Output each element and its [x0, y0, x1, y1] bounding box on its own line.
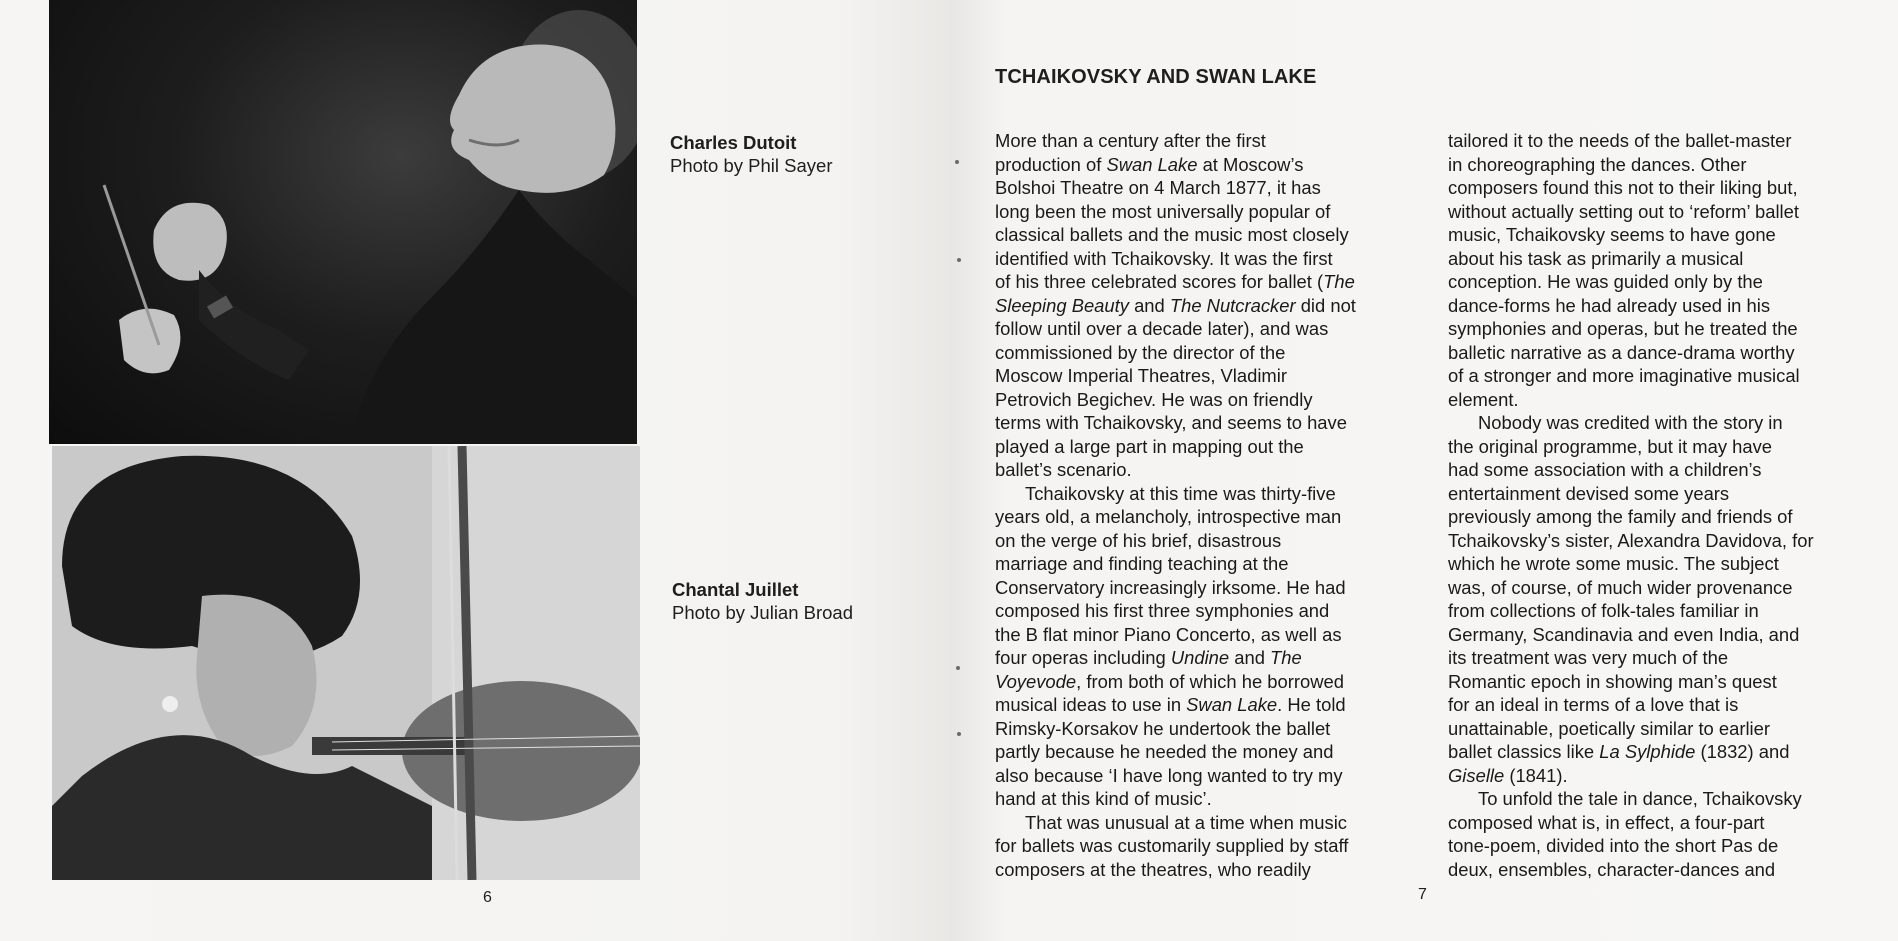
text-line: ballet classics like La Sylphide (1832) and	[1448, 741, 1790, 762]
caption-credit: Photo by Phil Sayer	[670, 155, 833, 176]
text-line: for an ideal in terms of a love that is	[1448, 694, 1739, 715]
text-line: classical ballets and the music most closely	[995, 224, 1349, 245]
paragraph	[1448, 411, 1868, 787]
paragraph	[1448, 787, 1868, 881]
text-line: composers at the theatres, who readily	[995, 858, 1311, 880]
text-line: follow until over a decade later), and was	[995, 318, 1329, 339]
print-speck	[957, 258, 961, 262]
text-line: Rimsky-Korsakov he undertook the ballet	[995, 717, 1331, 739]
text-line: composed what is, in effect, a four-part	[1448, 811, 1765, 833]
text-line: symphonies and operas, but he treated the	[1448, 318, 1798, 339]
text-column-2	[1448, 129, 1868, 881]
text-line: commissioned by the director of the	[995, 341, 1286, 363]
text-line: from collections of folk-tales familiar in	[1448, 600, 1759, 621]
text-line: which he wrote some music. The subject	[1448, 553, 1779, 574]
text-line: balletic narrative as a dance-drama worthy	[1448, 341, 1795, 363]
print-speck	[955, 160, 959, 164]
text-line: had some association with a children’s	[1448, 459, 1762, 480]
print-speck	[957, 732, 961, 736]
text-line: Conservatory increasingly irksome. He had	[995, 576, 1346, 598]
print-speck	[956, 666, 960, 670]
text-line: Petrovich Begichev. He was on friendly	[995, 388, 1313, 410]
text-line: Nobody was credited with the story in	[1478, 412, 1783, 433]
text-line: element.	[1448, 388, 1519, 410]
text-line: Tchaikovsky at this time was thirty-five	[1025, 482, 1336, 504]
text-line: Giselle (1841).	[1448, 764, 1568, 786]
text-line: the original programme, but it may have	[1448, 435, 1773, 457]
caption-credit: Photo by Julian Broad	[672, 602, 854, 623]
text-line: identified with Tchaikovsky. It was the first	[995, 247, 1333, 269]
paragraph	[995, 129, 1405, 482]
text-line: its treatment was very much of the	[1448, 647, 1729, 668]
text-line: dance-forms he had already used in his	[1448, 294, 1771, 316]
paragraph	[995, 482, 1405, 811]
text-line: deux, ensembles, character-dances and	[1448, 858, 1776, 880]
text-line: unattainable, poetically similar to earlier	[1448, 717, 1770, 739]
photo-conductor	[49, 0, 637, 444]
text-line: also because ‘I have long wanted to try my	[995, 764, 1343, 786]
text-line: More than a century after the first	[995, 130, 1266, 151]
text-line: Sleeping Beauty and The Nutcracker did not	[995, 294, 1356, 316]
text-line: for ballets was customarily supplied by staff	[995, 835, 1349, 856]
article-title: TCHAIKOVSKY AND SWAN LAKE	[995, 66, 1317, 88]
text-line: about his task as primarily a musical	[1448, 247, 1744, 269]
text-line: was, of course, of much wider provenance	[1448, 576, 1793, 598]
text-line: music, Tchaikovsky seems to have gone	[1448, 224, 1776, 245]
text-line: Germany, Scandinavia and even India, and	[1448, 623, 1800, 645]
text-line: four operas including Undine and The	[995, 647, 1302, 668]
text-line: tailored it to the needs of the ballet-master	[1448, 130, 1792, 151]
text-line: years old, a melancholy, introspective man	[995, 506, 1342, 527]
caption-juillet	[672, 578, 853, 624]
text-line: Moscow Imperial Theatres, Vladimir	[995, 365, 1287, 386]
caption-dutoit	[670, 131, 832, 177]
text-line: of his three celebrated scores for ballet (The	[995, 271, 1355, 292]
text-line: entertainment devised some years	[1448, 482, 1730, 504]
photo-violinist	[52, 446, 640, 880]
text-line: Tchaikovsky’s sister, Alexandra Davidova, for	[1448, 529, 1814, 551]
text-line: of a stronger and more imaginative musical	[1448, 365, 1800, 386]
text-column-1	[995, 129, 1405, 881]
text-line: without actually setting out to ‘reform’ ballet	[1448, 200, 1799, 222]
text-line: composed his first three symphonies and	[995, 600, 1330, 621]
text-line: the B flat minor Piano Concerto, as well as	[995, 623, 1342, 645]
text-line: tone-poem, divided into the short Pas de	[1448, 835, 1779, 856]
text-line: long been the most universally popular of	[995, 200, 1331, 222]
text-line: Romantic epoch in showing man’s quest	[1448, 670, 1777, 692]
text-line: To unfold the tale in dance, Tchaikovsky	[1478, 788, 1802, 809]
paragraph	[1448, 129, 1868, 411]
text-line: ballet’s scenario.	[995, 459, 1132, 480]
text-line: That was unusual at a time when music	[1025, 811, 1347, 833]
page-number: 6	[483, 889, 492, 906]
text-line: composers found this not to their liking but,	[1448, 177, 1798, 198]
paragraph	[995, 811, 1405, 882]
page-number: 7	[1418, 886, 1427, 903]
text-line: production of Swan Lake at Moscow’s	[995, 153, 1304, 175]
text-line: terms with Tchaikovsky, and seems to have	[995, 412, 1347, 433]
caption-name: Charles Dutoit	[670, 132, 797, 153]
text-line: played a large part in mapping out the	[995, 435, 1304, 457]
text-line: on the verge of his brief, disastrous	[995, 529, 1282, 551]
text-line: conception. He was guided only by the	[1448, 271, 1763, 292]
text-line: in choreographing the dances. Other	[1448, 153, 1747, 175]
text-line: hand at this kind of music’.	[995, 788, 1212, 809]
text-line: Bolshoi Theatre on 4 March 1877, it has	[995, 177, 1321, 198]
text-line: previously among the family and friends of	[1448, 506, 1793, 527]
text-line: Voyevode, from both of which he borrowed	[995, 670, 1344, 692]
text-line: marriage and finding teaching at the	[995, 553, 1289, 574]
text-line: musical ideas to use in Swan Lake. He told	[995, 694, 1346, 715]
text-line: partly because he needed the money and	[995, 741, 1334, 762]
caption-name: Chantal Juillet	[672, 579, 799, 600]
